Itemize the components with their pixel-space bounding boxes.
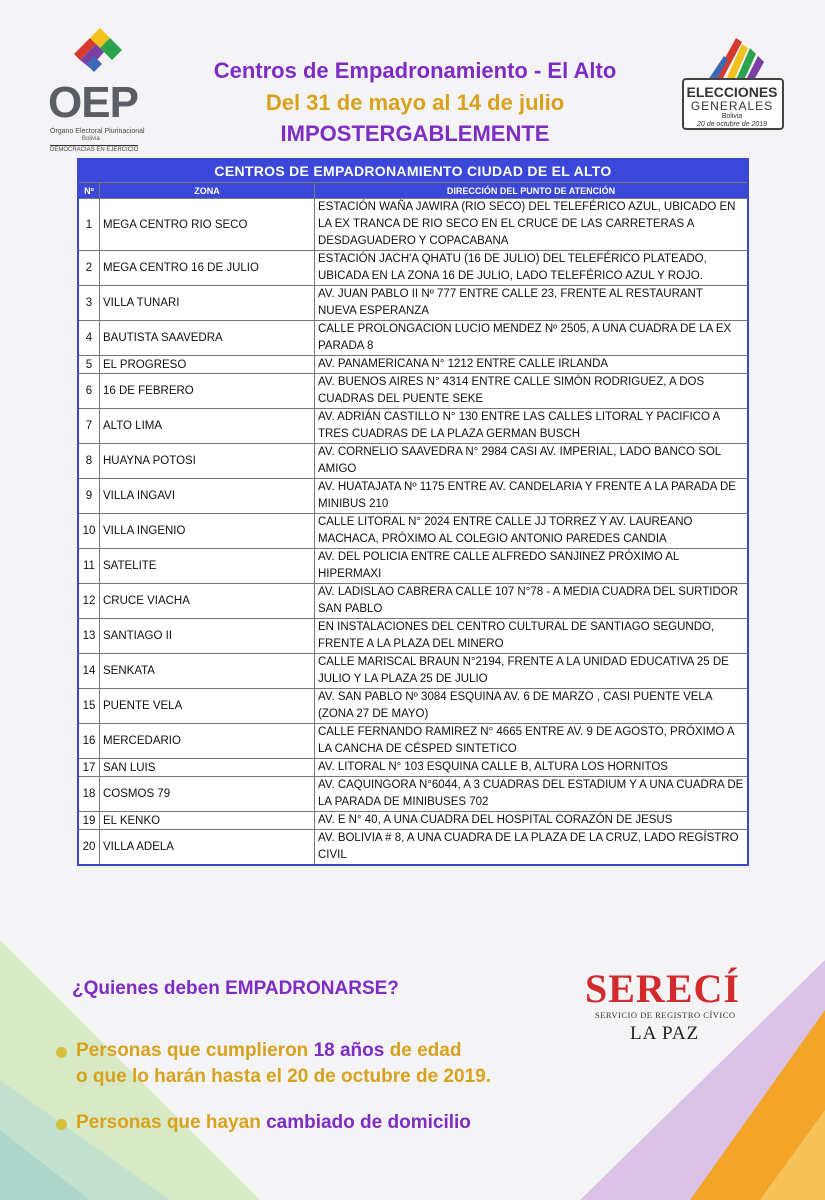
row-direccion: CALLE MARISCAL BRAUN N°2194, FRENTE A LA UNIDAD EDUCATIVA 25 DE JULIO Y LA PLAZA 25 DE JULIO <box>315 654 749 689</box>
question-heading: ¿Quienes deben EMPADRONARSE? <box>72 978 399 999</box>
row-number: 20 <box>78 830 100 866</box>
row-zona: PUENTE VELA <box>100 689 315 724</box>
row-number: 17 <box>78 759 100 777</box>
bullet-dot <box>56 1047 67 1058</box>
sereci-wordmark: SERECÍ <box>585 966 740 1011</box>
table-row <box>78 777 748 812</box>
table-row <box>78 549 748 584</box>
row-direccion: ESTACIÓN WAÑA JAWIRA (RIO SECO) DEL TELEFÉRICO AZUL, UBICADO EN LA EX TRANCA DE RIO SECO EN EL CRUCE DE LAS CARRETERAS A DESDAGUADERO Y COPACABANA <box>315 199 749 251</box>
date-range: Del 31 de mayo al 14 de julio <box>265 90 565 115</box>
table-row <box>78 759 748 777</box>
oep-emblem-icon <box>64 28 126 80</box>
row-zona: MERCEDARIO <box>100 724 315 759</box>
table-row <box>78 199 748 251</box>
requirement-1 <box>76 1040 461 1062</box>
row-direccion: CALLE FERNANDO RAMIREZ N° 4665 ENTRE AV. 9 DE AGOSTO, PRÓXIMO A LA CANCHA DE CÉSPED SINTETICO <box>315 724 749 759</box>
table-row <box>78 812 748 830</box>
row-direccion: AV. DEL POLICIA ENTRE CALLE ALFREDO SANJINEZ PRÓXIMO AL HIPERMAXI <box>315 549 749 584</box>
requirement-1-line2: o que lo harán hasta el 20 de octubre de 2019. <box>76 1066 491 1087</box>
row-direccion: AV. CAQUINGORA N°6044, A 3 CUADRAS DEL ESTADIUM Y A UNA CUADRA DE LA PARADA DE MINIBUSES 702 <box>315 777 749 812</box>
row-number: 9 <box>78 479 100 514</box>
table-row <box>78 286 748 321</box>
row-number: 19 <box>78 812 100 830</box>
elecciones-logo <box>676 32 786 142</box>
table-row <box>78 584 748 619</box>
column-header-zona: ZONA <box>100 183 315 199</box>
row-number: 12 <box>78 584 100 619</box>
row-zona: CRUCE VIACHA <box>100 584 315 619</box>
requirement-1-highlight: 18 años <box>313 1040 385 1061</box>
row-zona: SENKATA <box>100 654 315 689</box>
table-row <box>78 830 748 866</box>
oep-country: Bolivia <box>82 136 100 142</box>
table-row <box>78 409 748 444</box>
emphasis-text: IMPOSTERGABLEMENTE <box>280 121 550 146</box>
row-zona: SAN LUIS <box>100 759 315 777</box>
row-number: 4 <box>78 321 100 356</box>
table-row <box>78 321 748 356</box>
ballot-box-icon <box>696 32 776 82</box>
row-number: 8 <box>78 444 100 479</box>
elecciones-line1: ELECCIONES <box>686 84 778 100</box>
elecciones-line2: GENERALES <box>690 99 774 113</box>
table-row <box>78 479 748 514</box>
oep-subtitle: Órgano Electoral Plurinacional <box>50 128 145 135</box>
table-row <box>78 689 748 724</box>
oep-wordmark: OEP <box>48 78 138 127</box>
sereci-city: LA PAZ <box>630 1023 700 1044</box>
row-direccion: AV. HUATAJATA Nº 1175 ENTRE AV. CANDELARIA Y FRENTE A LA PARADA DE MINIBUS 210 <box>315 479 749 514</box>
requirement-2-pre: Personas que hayan <box>76 1112 267 1133</box>
row-zona: VILLA TUNARI <box>100 286 315 321</box>
row-zona: BAUTISTA SAAVEDRA <box>100 321 315 356</box>
row-direccion: ESTACIÓN JACH'A QHATU (16 DE JULIO) DEL TELEFÉRICO PLATEADO, UBICADA EN LA ZONA 16 DE JULIO, LADO TELEFÉRICO AZUL Y ROJO. <box>315 251 749 286</box>
table-row <box>78 374 748 409</box>
row-zona: MEGA CENTRO 16 DE JULIO <box>100 251 315 286</box>
row-number: 7 <box>78 409 100 444</box>
row-zona: ALTO LIMA <box>100 409 315 444</box>
column-header-direccion: DIRECCIÓN DEL PUNTO DE ATENCIÓN <box>315 183 749 199</box>
row-number: 11 <box>78 549 100 584</box>
row-direccion: EN INSTALACIONES DEL CENTRO CULTURAL DE SANTIAGO SEGUNDO, FRENTE A LA PLAZA DEL MINERO <box>315 619 749 654</box>
oep-logo <box>42 28 152 153</box>
row-number: 13 <box>78 619 100 654</box>
row-direccion: AV. JUAN PABLO II Nº 777 ENTRE CALLE 23, FRENTE AL RESTAURANT NUEVA ESPERANZA <box>315 286 749 321</box>
elecciones-country: Bolivia <box>721 113 743 120</box>
row-direccion: AV. PANAMERICANA N° 1212 ENTRE CALLE IRLANDA <box>315 356 749 374</box>
column-header-num: Nº <box>78 183 100 199</box>
requirement-2 <box>76 1112 471 1134</box>
row-zona: SANTIAGO II <box>100 619 315 654</box>
page-title: Centros de Empadronamiento - El Alto <box>213 58 617 83</box>
table-row <box>78 251 748 286</box>
row-number: 15 <box>78 689 100 724</box>
row-zona: MEGA CENTRO RIO SECO <box>100 199 315 251</box>
sereci-tagline: SERVICIO DE REGISTRO CÍVICO <box>595 1010 736 1020</box>
row-direccion: CALLE PROLONGACION LUCIO MENDEZ Nº 2505, A UNA CUADRA DE LA EX PARADA 8 <box>315 321 749 356</box>
table-row <box>78 654 748 689</box>
row-number: 1 <box>78 199 100 251</box>
row-number: 14 <box>78 654 100 689</box>
row-zona: 16 DE FEBRERO <box>100 374 315 409</box>
row-number: 16 <box>78 724 100 759</box>
table-title: CENTROS DE EMPADRONAMIENTO CIUDAD DE EL ALTO <box>78 159 748 183</box>
row-direccion: AV. BOLIVIA # 8, A UNA CUADRA DE LA PLAZA DE LA CRUZ, LADO REGÍSTRO CIVIL <box>315 830 749 866</box>
table-row <box>78 724 748 759</box>
requirement-1-pre: Personas que cumplieron <box>76 1040 314 1061</box>
elecciones-date: 20 de octubre de 2019 <box>696 121 768 128</box>
row-direccion: AV. E N° 40, A UNA CUADRA DEL HOSPITAL CORAZÓN DE JESUS <box>315 812 749 830</box>
requirement-2-highlight: cambiado de domicilio <box>266 1112 471 1133</box>
row-direccion: AV. LADISLAO CABRERA CALLE 107 N°78 - A MEDIA CUADRA DEL SURTIDOR SAN PABLO <box>315 584 749 619</box>
row-number: 3 <box>78 286 100 321</box>
row-number: 6 <box>78 374 100 409</box>
row-direccion: AV. LITORAL N° 103 ESQUINA CALLE B, ALTURA LOS HORNITOS <box>315 759 749 777</box>
row-zona: EL KENKO <box>100 812 315 830</box>
table-row <box>78 444 748 479</box>
requirement-1-post: de edad <box>384 1040 462 1061</box>
table-row <box>78 356 748 374</box>
row-zona: COSMOS 79 <box>100 777 315 812</box>
table-row <box>78 514 748 549</box>
row-zona: HUAYNA POTOSI <box>100 444 315 479</box>
row-number: 5 <box>78 356 100 374</box>
row-zona: VILLA INGAVI <box>100 479 315 514</box>
row-zona: EL PROGRESO <box>100 356 315 374</box>
row-direccion: AV. SAN PABLO Nº 3084 ESQUINA AV. 6 DE MARZO , CASI PUENTE VELA (ZONA 27 DE MAYO) <box>315 689 749 724</box>
oep-tagline: DEMOCRACIAS EN EJERCICIO <box>50 147 139 153</box>
row-direccion: AV. ADRIÁN CASTILLO N° 130 ENTRE LAS CALLES LITORAL Y PACIFICO A TRES CUADRAS DE LA PLAZA GERMAN BUSCH <box>315 409 749 444</box>
row-number: 18 <box>78 777 100 812</box>
centers-table <box>77 158 749 866</box>
row-zona: VILLA ADELA <box>100 830 315 866</box>
row-zona: SATELITE <box>100 549 315 584</box>
bullet-dot <box>56 1119 67 1130</box>
sereci-logo <box>585 965 755 1055</box>
row-zona: VILLA INGENIO <box>100 514 315 549</box>
row-number: 10 <box>78 514 100 549</box>
row-direccion: AV. BUENOS AIRES N° 4314 ENTRE CALLE SIMÓN RODRIGUEZ, A DOS CUADRAS DEL PUENTE SEKE <box>315 374 749 409</box>
row-number: 2 <box>78 251 100 286</box>
table-row <box>78 619 748 654</box>
row-direccion: CALLE LITORAL N° 2024 ENTRE CALLE JJ TORREZ Y AV. LAUREANO MACHACA, PRÓXIMO AL COLEGIO ANTONIO PAREDES CANDIA <box>315 514 749 549</box>
row-direccion: AV. CORNELIO SAAVEDRA N° 2984 CASI AV. IMPERIAL, LADO BANCO SOL AMIGO <box>315 444 749 479</box>
